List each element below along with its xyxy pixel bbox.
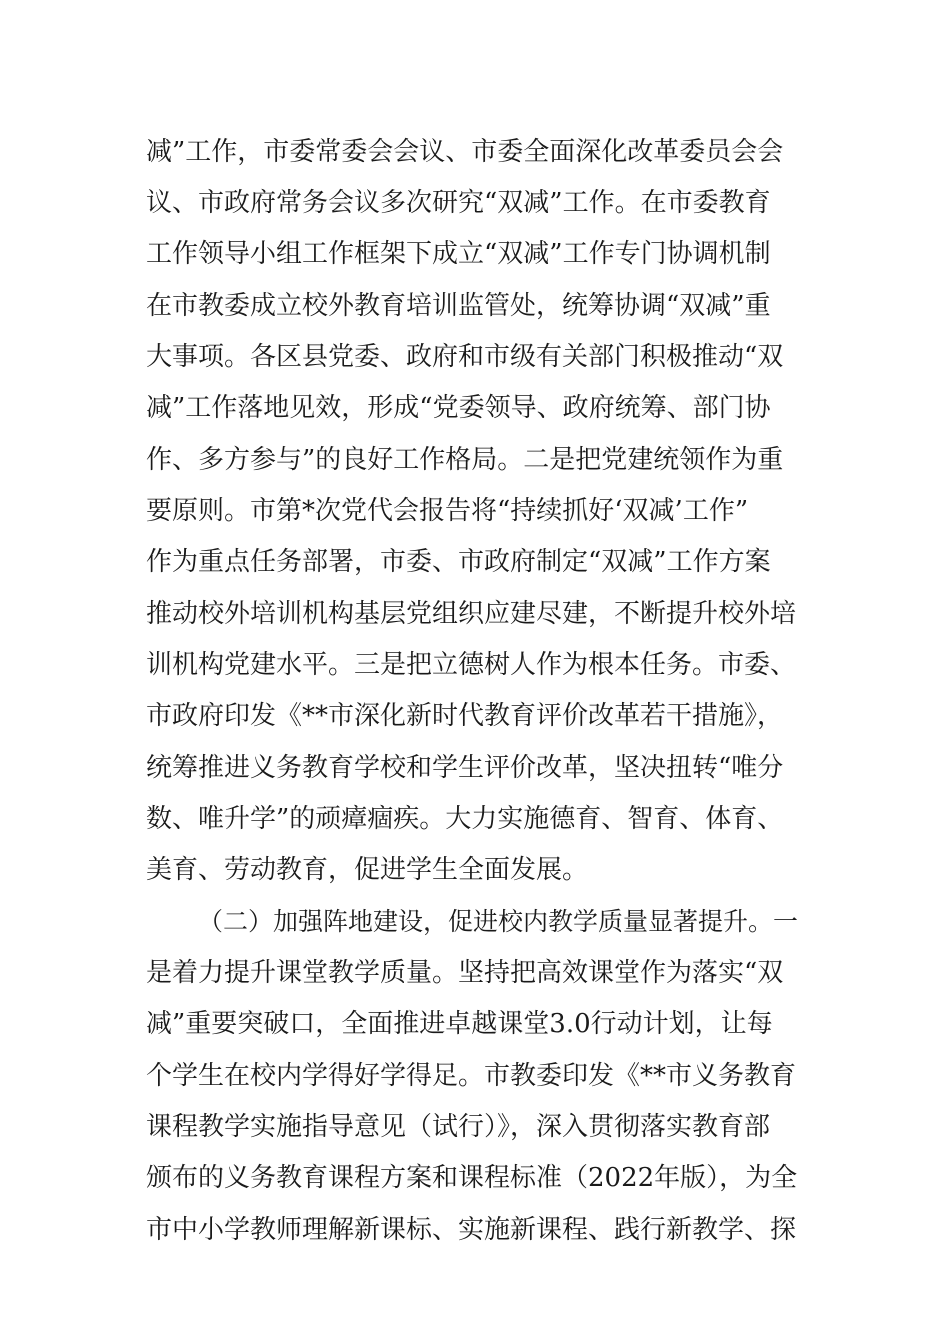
- text-line: 数、唯升学”的顽瘴痼疾。大力实施德育、智育、体育、: [146, 804, 784, 834]
- text-line: 推动校外培训机构基层党组织应建尽建，不断提升校外培: [146, 599, 797, 629]
- text-line: 在市教委成立校外教育培训监管处，统筹协调“双减”重: [146, 291, 771, 321]
- text-line: 减”工作落地见效，形成“党委领导、政府统筹、部门协: [146, 393, 771, 423]
- text-line: 训机构党建水平。三是把立德树人作为根本任务。市委、: [146, 650, 797, 680]
- text-line: 减”重要突破口，全面推进卓越课堂3.0行动计划，让每: [146, 1009, 773, 1039]
- text-line: 作为重点任务部署，市委、市政府制定“双减”工作方案: [146, 547, 771, 577]
- text-line: 个学生在校内学得好学得足。市教委印发《**市义务教育: [146, 1061, 797, 1091]
- text-line: 颁布的义务教育课程方案和课程标准（2022年版），为全: [146, 1163, 798, 1193]
- text-line: 课程教学实施指导意见（试行）》，深入贯彻落实教育部: [146, 1112, 771, 1142]
- text-line: 美育、劳动教育，促进学生全面发展。: [146, 855, 589, 885]
- section-heading-line: （二）加强阵地建设，促进校内教学质量显著提升。一: [198, 907, 799, 936]
- text-line: 议、市政府常务会议多次研究“双减”工作。在市委教育: [146, 188, 771, 218]
- text-line: 减”工作，市委常委会会议、市委全面深化改革委员会会: [146, 137, 784, 167]
- text-line: 统筹推进义务教育学校和学生评价改革，坚决扭转“唯分: [146, 753, 784, 783]
- text-line: 大事项。各区县党委、政府和市级有关部门积极推动“双: [146, 342, 784, 372]
- text-line: 市中小学教师理解新课标、实施新课程、践行新教学、探: [146, 1215, 797, 1245]
- text-line: 市政府印发《**市深化新时代教育评价改革若干措施》，: [146, 701, 784, 731]
- text-line: 要原则。市第*次党代会报告将“持续抓好‘双减’工作”: [146, 496, 749, 526]
- text-line: 作、多方参与”的良好工作格局。二是把党建统领作为重: [146, 445, 784, 475]
- text-line: 是着力提升课堂教学质量。坚持把高效课堂作为落实“双: [146, 958, 784, 988]
- text-line: 工作领导小组工作框架下成立“双减”工作专门协调机制: [146, 239, 771, 269]
